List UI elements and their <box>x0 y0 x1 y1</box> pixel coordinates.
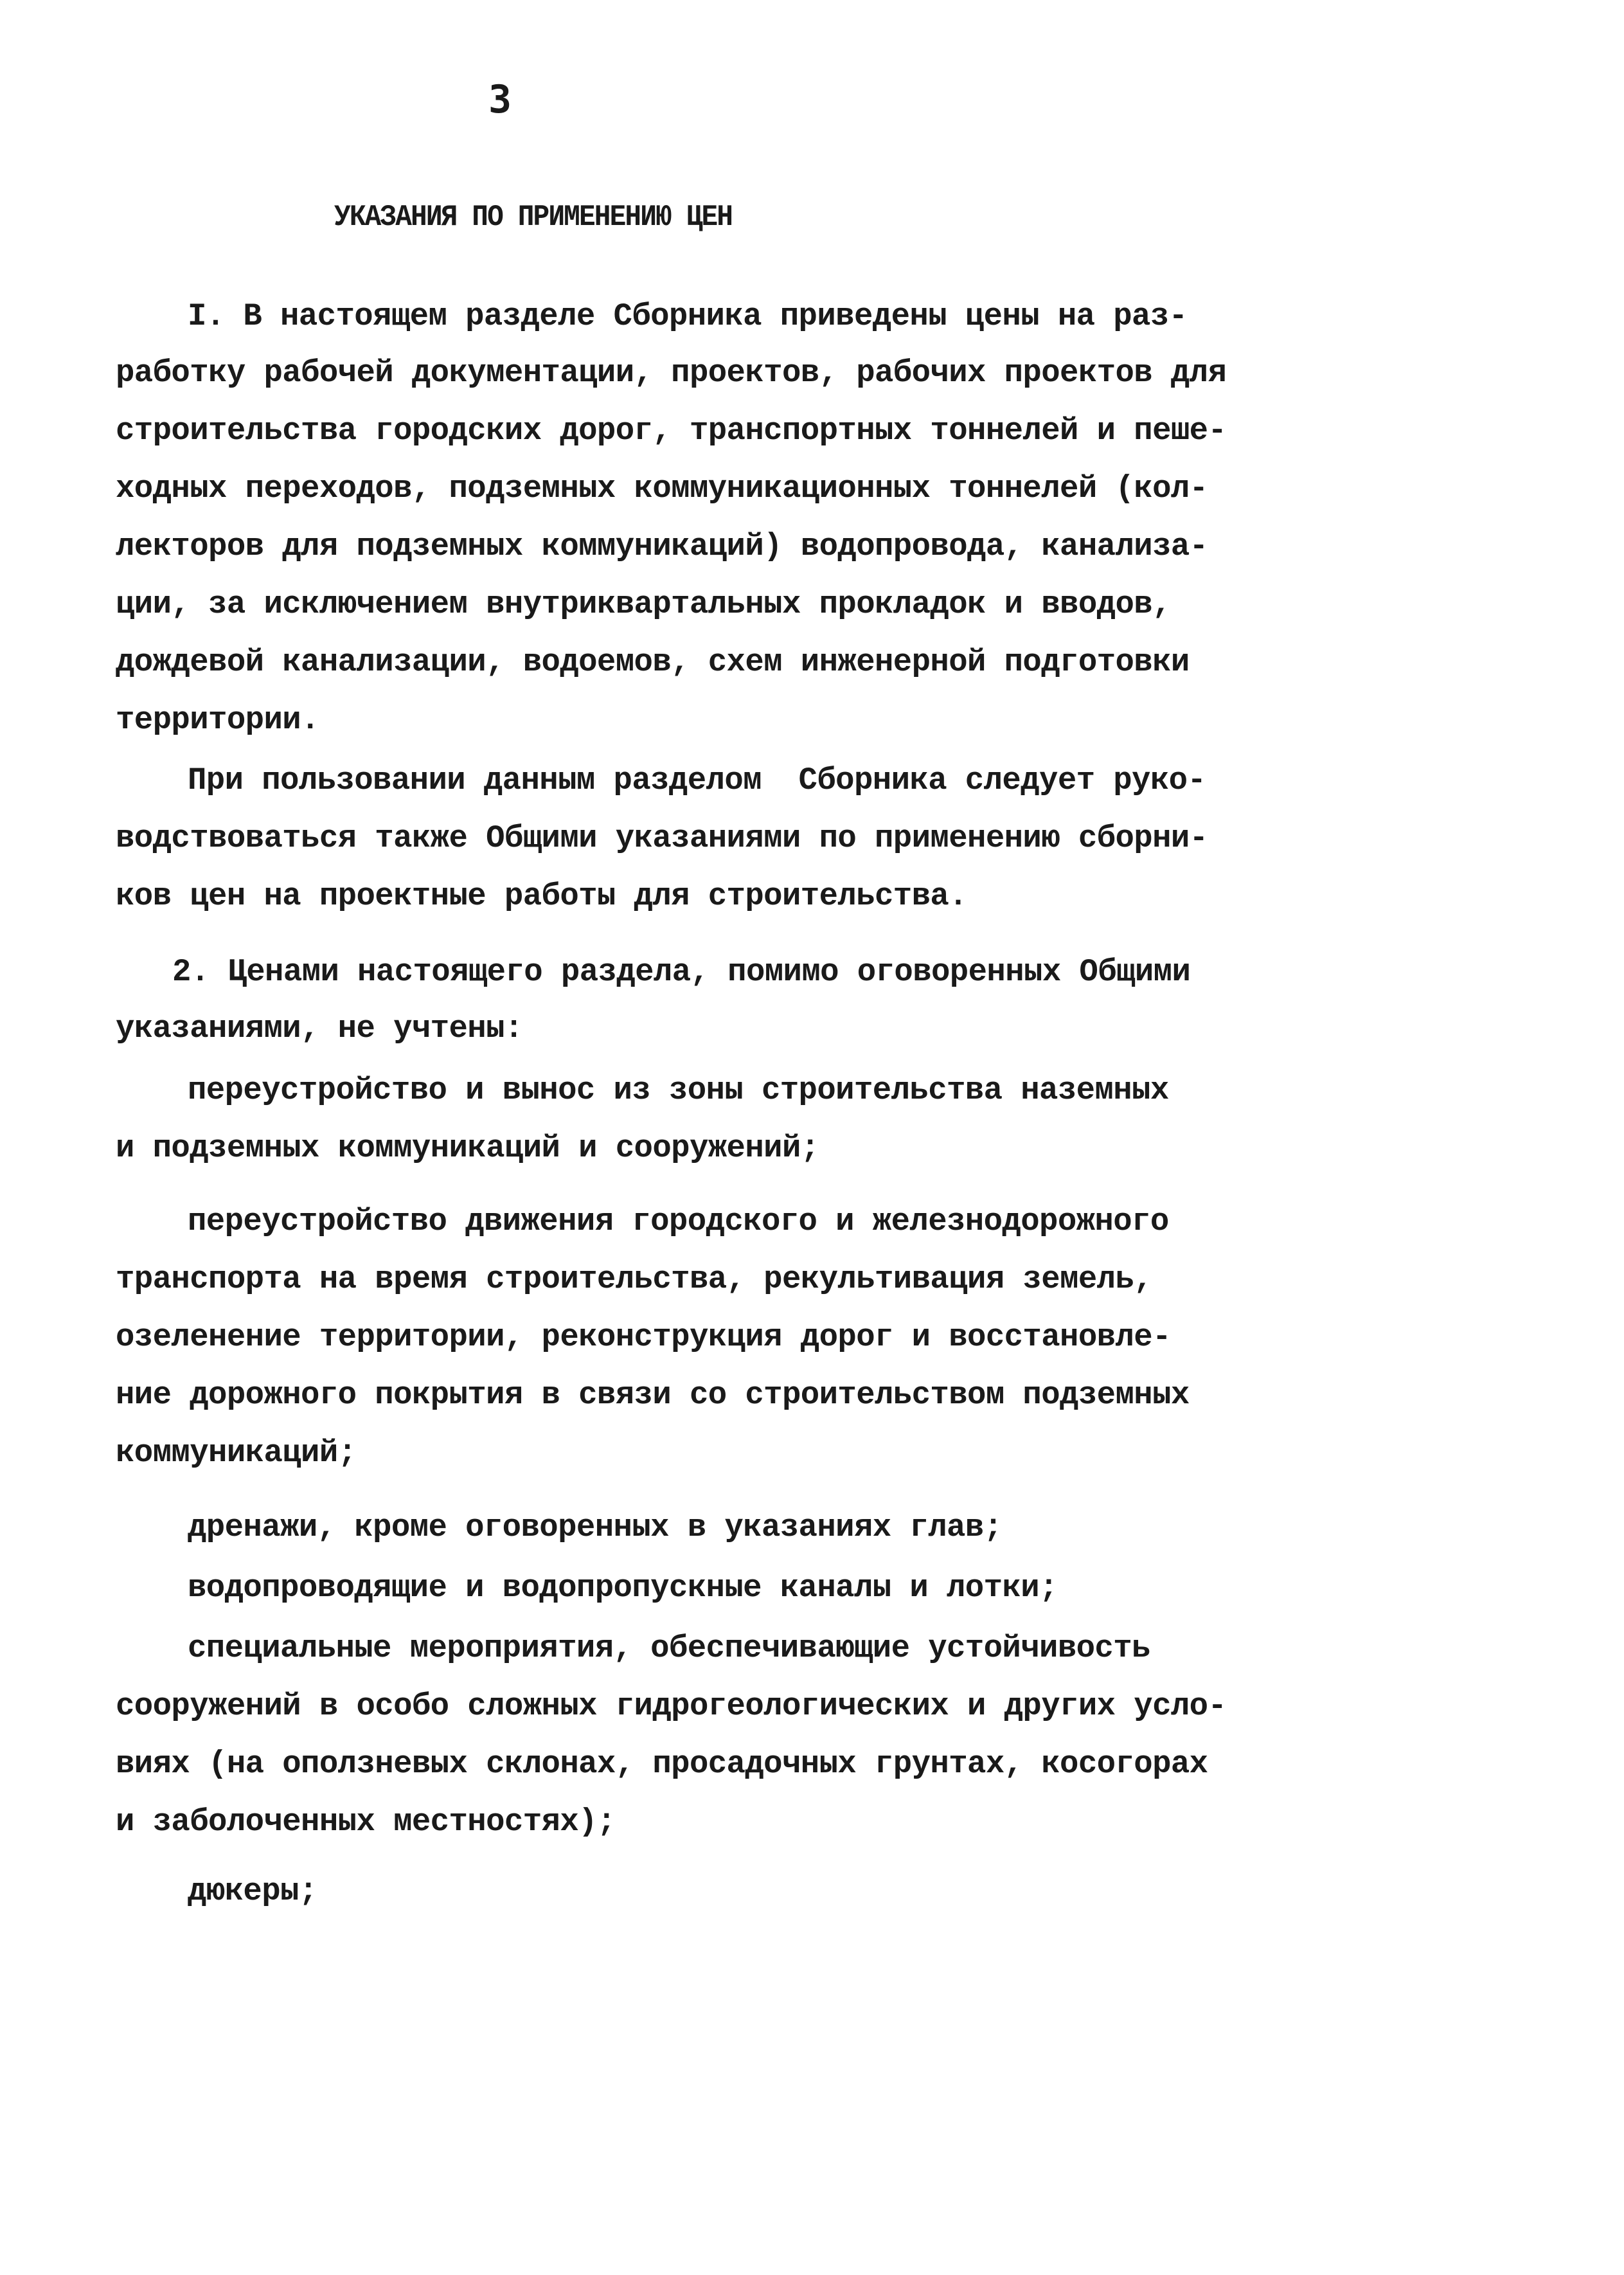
text-line: дюкеры; <box>188 1873 317 1909</box>
text-line: озеленение территории, реконструкция дорог и восстановле- <box>116 1319 1171 1355</box>
text-line: коммуникаций; <box>116 1435 357 1471</box>
text-line: виях (на оползневых склонах, просадочных грунтах, косогорах <box>116 1746 1208 1782</box>
text-line: и подземных коммуникаций и сооружений; <box>116 1130 819 1166</box>
text-line: транспорта на время строительства, рекультивация земель, <box>116 1261 1153 1297</box>
text-line: специальные мероприятия, обеспечивающие устойчивость <box>188 1630 1150 1666</box>
text-line: ции, за исключением внутриквартальных прокладок и вводов, <box>116 586 1171 622</box>
text-line: сооружений в особо сложных гидрогеологических и других усло- <box>116 1688 1227 1724</box>
text-line: переустройство и вынос из зоны строительства наземных <box>188 1072 1169 1108</box>
text-line: указаниями, не учтены: <box>116 1011 523 1047</box>
text-line: I. В настоящем разделе Сборника приведены цены на раз- <box>188 298 1188 334</box>
text-line: территории. <box>116 702 319 738</box>
page-number: 3 <box>488 77 512 122</box>
text-line: работку рабочей документации, проектов, рабочих проектов для <box>116 355 1227 391</box>
text-line: переустройство движения городского и железнодорожного <box>188 1203 1169 1239</box>
text-line: ходных переходов, подземных коммуникационных тоннелей (кол- <box>116 471 1208 507</box>
text-line: дождевой канализации, водоемов, схем инженерной подготовки <box>116 644 1190 680</box>
text-line: водствоваться также Общими указаниями по применению сборни- <box>116 820 1208 856</box>
text-line: При пользовании данным разделом Сборника следует руко- <box>188 762 1206 798</box>
text-line: и заболоченных местностях); <box>116 1804 616 1840</box>
text-line: 2. Ценами настоящего раздела, помимо оговоренных Общими <box>172 954 1191 990</box>
text-line: строительства городских дорог, транспортных тоннелей и пеше- <box>116 413 1227 449</box>
text-line: ние дорожного покрытия в связи со строительством подземных <box>116 1377 1190 1413</box>
text-line: водопроводящие и водопропускные каналы и лотки; <box>188 1570 1058 1606</box>
section-title: УКАЗАНИЯ ПО ПРИМЕНЕНИЮ ЦЕН <box>334 201 733 234</box>
text-line: лекторов для подземных коммуникаций) водопровода, канализа- <box>116 528 1208 564</box>
text-line: дренажи, кроме оговоренных в указаниях глав; <box>188 1509 1003 1545</box>
text-line: ков цен на проектные работы для строительства. <box>116 878 968 914</box>
